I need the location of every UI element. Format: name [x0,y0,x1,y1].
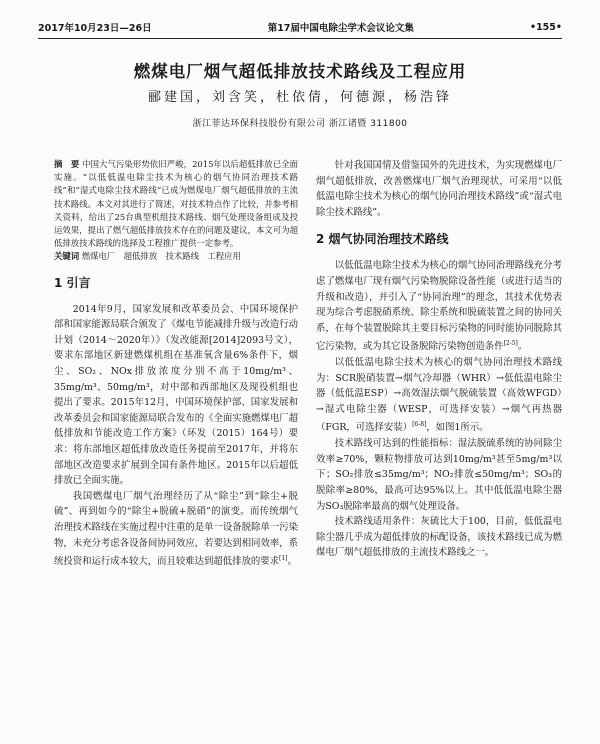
paper-title: 燃煤电厂烟气超低排放技术路线及工程应用 [133,62,467,81]
keywords [54,250,298,263]
sec2-paragraph-2-text: 以低低温电除尘技术为核心的烟气协同治理技术路线为：SCR脱硝装置→烟气冷却器（WHR）→低低温电除尘器（低低温ESP）→高效湿法烟气脱硫装置（高效WFGD）→湿式电除尘器（WESP，可选择安装）→烟气再热器（FGR，可选择安装） [316,357,562,434]
right-paragraph-1: 针对我国国情及借鉴国外的先进技术，为实现燃煤电厂烟气超低排放，改善燃煤电厂烟气治理现状，可采用“以低低温电除尘技术为核心的烟气协同治理技术路线”或“湿式电除尘技术路线”。 [316,160,562,218]
sec2-paragraph-1 [316,258,562,355]
sec2-paragraph-1-text: 以低低温电除尘技术为核心的烟气协同治理路线充分考虑了燃煤电厂现有烟气污染物脱除设备性能（或进行适当的升级和改造），并引入了“协同治理”的理念，其技术优势表现为综合考虑脱硝系统、除尘系统和脱硫装置之间的协同关系，在每个装置脱除其主要目标污染物的同时能协同脱除其它污染物，或为其它设备脱除污染物创造条件 [316,260,562,353]
intro-paragraph-2 [54,489,298,570]
header-proceedings-title: 第17届中国电除尘学术会议论文集 [267,23,414,34]
intro-paragraph-2-end: 。 [287,556,297,568]
paper-affiliation: 浙江菲达环保科技股份有限公司 浙江诸暨 311800 [192,119,408,129]
left-column [54,158,298,570]
citation-ref: [6-8] [412,421,427,429]
section-heading-2: 2 烟气协同治理技术路线 [316,232,449,247]
sec2-paragraph-2-end: ，如图1所示。 [426,422,489,434]
citation-ref: [1] [279,555,288,563]
intro-paragraph-2-text: 我国燃煤电厂烟气治理经历了从“除尘”到“除尘+脱硫”、再到如今的“除尘+脱硫+脱硝”的演变。而传统烟气治理技术路线在实施过程中注重的是单一设备脱除单一污染物，未充分考虑各设备间协同效应，若要达到相同效率，系统投资和运行成本较大，而且较难达到超低排放的要求 [54,490,298,568]
sec2-paragraph-1-end: 。 [517,341,528,353]
abstract-label: 摘 要 [54,159,80,169]
abstract [54,158,298,250]
sec2-paragraph-4: 技术路线适用条件：灰硫比大于100，目前，低低温电除尘器几乎成为超低排放的标配设备，该技术路线已成为燃煤电厂烟气超低排放的主流技术路线之一。 [316,516,562,559]
citation-ref: [2-5] [503,340,518,348]
paper-authors: 郦建国，刘含笑，杜依倩，何德源，杨浩锋 [147,90,452,105]
keywords-text: 燃煤电厂 超低排放 技术路线 工程应用 [81,251,241,262]
header-date: 2017年10月23日—26日 [38,23,152,34]
header-rule [38,38,562,39]
keywords-label: 关键词 [54,251,80,262]
intro-paragraph-1: 2014年9月，国家发展和改革委员会、中国环境保护部和国家能源局联合颁发了《煤电节能减排升级与改造行动计划（2014～2020年）》（发改能源[2014]2093号文），要求东部地区新建燃煤机组在基准氧含量6%条件下，烟尘、SO₂、NOx排放浓度分别不高于10mg/m³、35mg/m³、50mg/m³，对中部和西部地区及现役机组也提出了要求。2015年12月，中国环境保护部、国家发展和改革委员会和国家能源局联合发布的《全面实施燃煤电厂超低排放和节能改造工作方案》（环发（2015）164号）要求：将东部地区超低排放改造任务提前至2017年，并将东部地区改造要求扩展到全国有条件地区。2015年以后超低排放已全面实施。 [54,303,298,487]
section-heading-introduction: 1 引言 [54,275,91,290]
sec2-paragraph-3: 技术路线可达到的性能指标：湿法脱硫系统的协同除尘效率≥70%，颗粒物排放可达到10mg/m³甚至5mg/m³以下；SO₂排放≤35mg/m³；NO₂排放≤50mg/m³；SO₃的脱除率≥80%，最高可达95%以上。其中低低温电除尘器为SO₃脱除率最高的烟气处理设备。 [316,438,562,512]
running-header [38,18,562,36]
right-column [316,158,562,561]
header-page-number: •155• [530,21,562,33]
abstract-text: 中国大气污染形势依旧严峻，2015年以后超低排放已全面实施。“以低低温电除尘技术为核心的烟气协同治理技术路线”和“湿式电除尘技术路线”已成为燃煤电厂烟气超低排放的主流技术路线。本文对其进行了简述，对技术特点作了比较，并参考相关资料，给出了25台典型机组技术路线、烟气处理设备组成及投运效果，提出了燃气超低排放技术存在的问题及建议，本文可为超低排放技术路线的选择及工程推广提供一定参考。 [54,159,299,249]
sec2-paragraph-2 [316,355,562,436]
